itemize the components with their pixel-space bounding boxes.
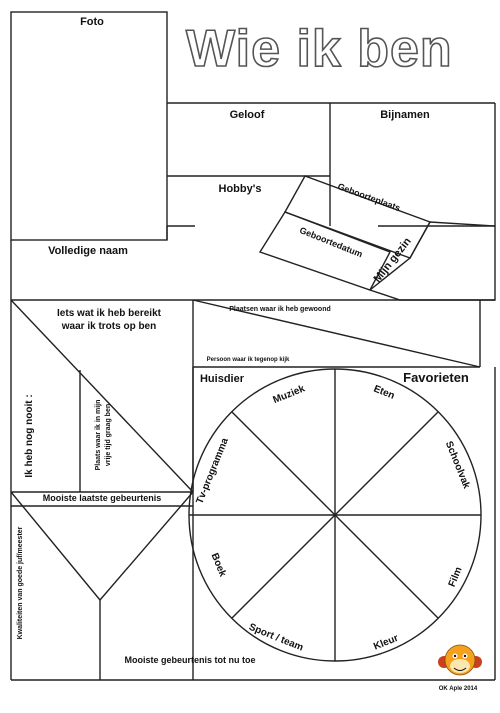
label-mooiste-tot-nu: Mooiste gebeurtenis tot nu toe	[124, 655, 256, 665]
label-plaats-vrije-tijd-1: Plaats waar ik in mijn	[95, 399, 102, 471]
label-mooiste-laatste: Mooiste laatste gebeurtenis	[42, 493, 162, 503]
fav-eten: Eten	[371, 383, 397, 402]
label-favorieten: Favorieten	[403, 370, 469, 385]
page-title: Wie ik ben	[186, 20, 453, 78]
fav-kleur: Kleur	[372, 632, 400, 653]
label-plaats-vrije-tijd-2: vrije tijd graag ben	[105, 403, 112, 467]
fav-tv-programma: Tv-programma	[194, 436, 231, 506]
label-achievement-1: Iets wat ik heb bereikt	[57, 308, 161, 319]
fav-muziek: Muziek	[271, 383, 307, 407]
label-kwaliteiten: Kwaliteiten van goede juf/meester	[17, 526, 24, 640]
label-plaatsen-gewoond: Plaatsen waar ik heb gewoond	[229, 306, 331, 313]
photo-box	[11, 12, 167, 240]
fav-boek: Boek	[208, 551, 228, 579]
label-bijnamen: Bijnamen	[380, 109, 430, 121]
label-huisdier: Huisdier	[199, 373, 245, 385]
label-geloof: Geloof	[229, 109, 265, 121]
footer-credit: OK Aple 2014	[438, 686, 478, 692]
label-foto: Foto	[80, 16, 104, 28]
label-volledige-naam: Volledige naam	[48, 245, 128, 257]
label-hobbys: Hobby's	[218, 183, 262, 195]
label-ik-heb-nog-nooit: Ik heb nog nooit :	[24, 394, 35, 478]
label-geboortedatum: Geboortedatum	[298, 225, 365, 260]
label-persoon: Persoon waar ik tegenop kijk	[206, 357, 290, 363]
birth-ribbon-lower	[260, 212, 390, 290]
label-geboorteplaats: Geboorteplaats	[336, 181, 402, 214]
monkey-face-icon	[438, 645, 482, 675]
label-mijn-gezin: Mijn gezin	[371, 235, 414, 285]
fav-film: Film	[446, 565, 465, 589]
fav-sport-team: Sport / team	[247, 621, 305, 654]
label-achievement-2: waar ik trots op ben	[61, 321, 157, 332]
fav-schoolvak: Schoolvak	[442, 439, 472, 491]
